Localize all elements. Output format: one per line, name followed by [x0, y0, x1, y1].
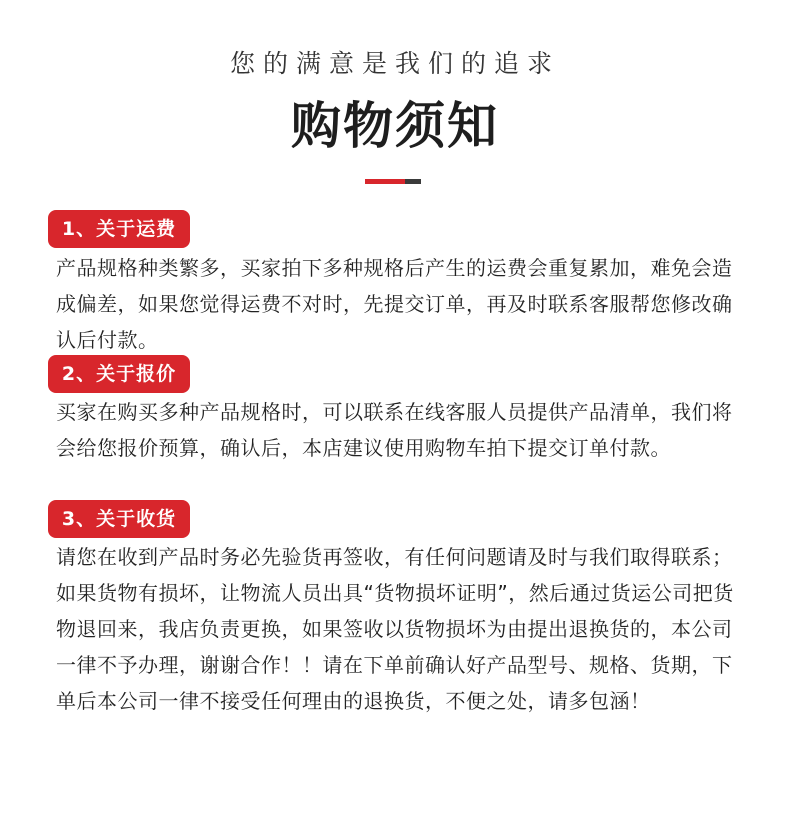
divider-dark-segment: [405, 179, 421, 184]
section-text-shipping: 产品规格种类繁多，买家拍下多种规格后产生的运费会重复累加，难免会造成偏差，如果您觉得运费不对时，先提交订单，再及时联系客服帮您修改确认后付款。: [56, 256, 733, 352]
page-subtitle: 您的满意是我们的追求: [229, 49, 560, 78]
page-title: 购物须知: [291, 97, 499, 155]
section-text-receipt: 请您在收到产品时务必先验货再签收，有任何问题请及时与我们取得联系；如果货物有损坏，让物流人员出具“货物损坏证明”，然后通过货运公司把货物退回来，我店负责更换，如果签收以货物损坏为由提出退换货的，本公司一律不予办理，谢谢合作！！请在下单前确认好产品型号、规格、货期，下单后本公司一律不接受任何理由的退换货，不便之处，请多包涵！: [56, 545, 734, 713]
section-badge-receipt: 3、关于收货: [48, 500, 190, 538]
title-divider: [365, 179, 421, 184]
section-badge-quote: 2、关于报价: [48, 355, 190, 393]
section-text-quote: 买家在购买多种产品规格时，可以联系在线客服人员提供产品清单，我们将会给您报价预算，确认后，本店建议使用购物车拍下提交订单付款。: [56, 400, 733, 460]
divider-red-segment: [365, 179, 405, 184]
section-badge-shipping: 1、关于运费: [48, 210, 190, 248]
